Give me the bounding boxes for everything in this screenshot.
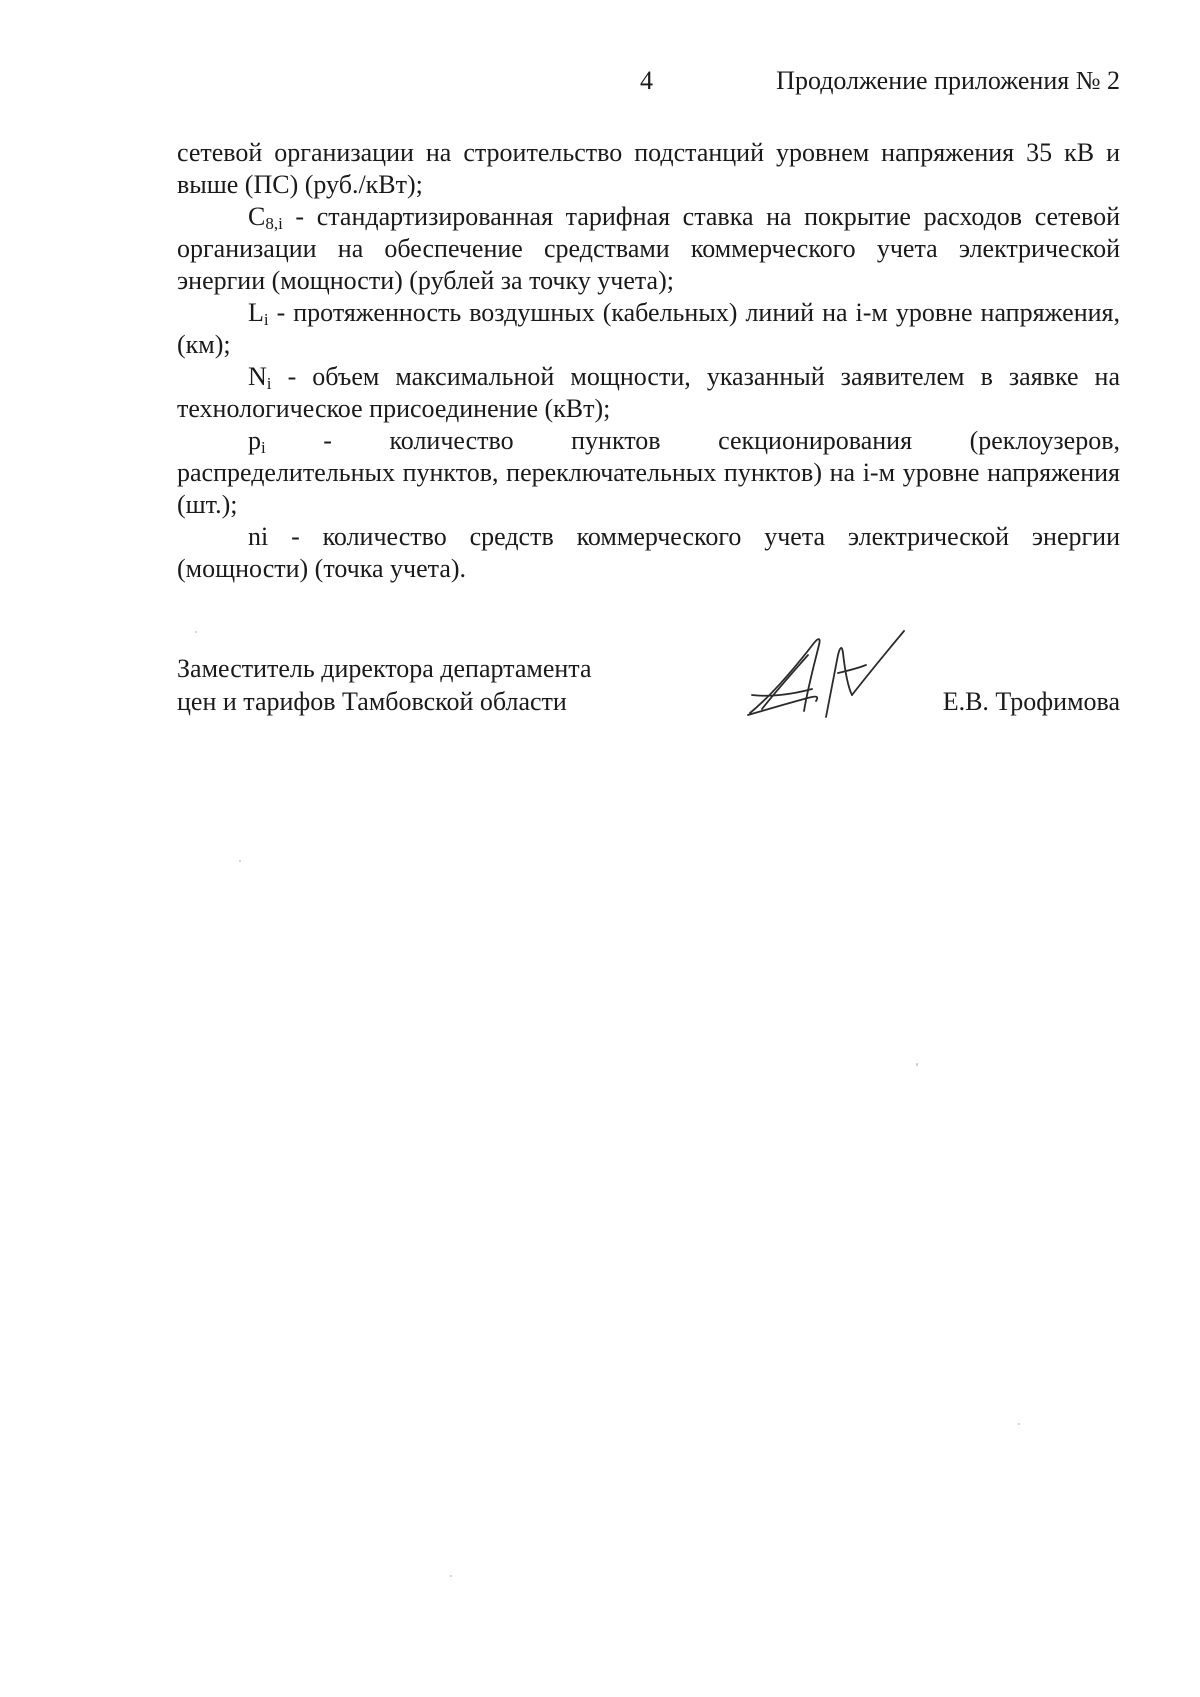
document-body bbox=[177, 137, 1120, 585]
paragraph-substations: сетевой организации на строительство подстанций уровнем напряжения 35 кВ и выше (ПС) (руб./кВт); bbox=[177, 138, 1120, 199]
position-line-1: Заместитель директора департамента bbox=[177, 654, 592, 683]
page-number: 4 bbox=[640, 66, 653, 95]
appendix-continuation-note: Продолжение приложения № 2 bbox=[776, 66, 1120, 95]
scan-speck bbox=[195, 631, 197, 633]
paragraph-c8i-definition: $С_{8,i}$ - стандартизированная тарифная ставка на покрытие расходов сетевой организации на обеспечение средствами коммерческого учета электрической энергии (мощности) (рублей за точку учета); bbox=[177, 202, 1120, 295]
paragraph-metering-count: ni - количество средств коммерческого учета электрической энергии (мощности) (точка учета). bbox=[177, 522, 1120, 583]
paragraph-pi-definition-rest: распределительных пунктов, переключательных пунктов) на i-м уровне напряжения (шт.); bbox=[177, 458, 1120, 519]
scan-speck bbox=[239, 860, 241, 862]
handwritten-signature bbox=[742, 625, 912, 725]
symbol-pi: $p_i$ bbox=[248, 426, 266, 457]
paragraph-pi-definition-line1: $p_i$ - количество пунктов секционирования (реклоузеров, bbox=[248, 426, 1120, 457]
scan-speck bbox=[1018, 1423, 1020, 1425]
position-line-2: цен и тарифов Тамбовской области bbox=[177, 687, 567, 716]
paragraph-li-definition: $L_i$ - протяженность воздушных (кабельных) линий на i-м уровне напряжения, (км); bbox=[177, 298, 1120, 359]
signer-name: Е.В. Трофимова bbox=[942, 687, 1120, 716]
scan-speck bbox=[450, 1575, 452, 1577]
symbol-c8i: $С_{8,i}$ bbox=[248, 202, 283, 233]
paragraph-ni-definition: $N_i$ - объем максимальной мощности, указанный заявителем в заявке на технологическое присоединение (кВт); bbox=[177, 362, 1120, 423]
signatory-position bbox=[177, 652, 592, 718]
symbol-li: $L_i$ bbox=[248, 298, 269, 329]
scan-speck bbox=[916, 1063, 918, 1066]
symbol-ni: $N_i$ bbox=[248, 362, 272, 393]
